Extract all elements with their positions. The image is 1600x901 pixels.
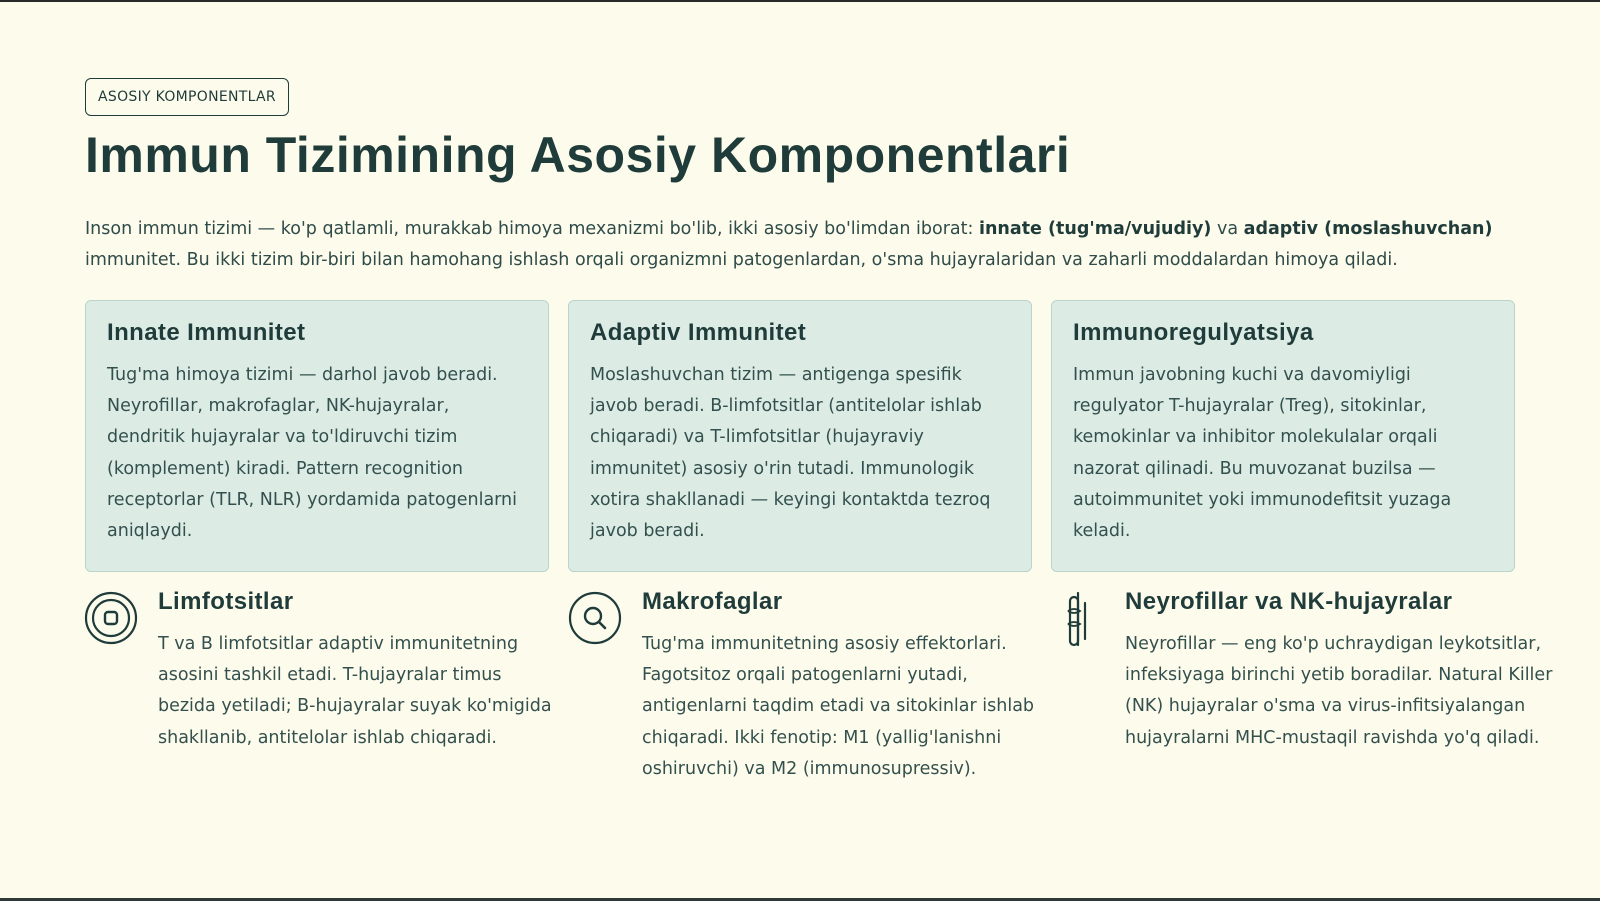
intro-bold-adaptive: adaptiv (moslashuvchan) <box>1243 219 1493 239</box>
top-border <box>0 0 1600 2</box>
card-body: Immun javobning kuchi va davomiyligi regulyator T-hujayralar (Treg), sitokinlar, kemokinlar va inhibitor molekulalar orqali nazorat qilinadi. Bu muvozanat buzilsa — autoimmunitet yoki immunodefitsit yuzaga keladi. <box>1073 365 1452 542</box>
feature-body: Neyrofillar — eng ko'p uchraydigan leykotsitlar, infeksiyaga birinchi yetib boradilar. Natural Killer (NK) hujayralar o'sma va virus-infitsiyalangan hujayralarni MHC-mustaqil ravishda yo'q qiladi. <box>1125 634 1553 748</box>
intro-bold-innate: innate (tug'ma/vujudiy) <box>978 219 1212 239</box>
page-title: Immun Tizimining Asosiy Komponentlari <box>85 127 1071 183</box>
intro-paragraph <box>85 214 1525 276</box>
magnifier-icon <box>568 591 624 647</box>
cell-icon <box>84 591 140 647</box>
intro-text-1: Inson immun tizimi — ko'p qatlamli, murakkab himoya mexanizmi bo'lib, ikki asosiy bo'limdan iborat: <box>85 219 979 239</box>
card-innate <box>85 300 549 572</box>
card-adaptive <box>568 300 1032 572</box>
feature-body: T va B limfotsitlar adaptiv immunitetning asosini tashkil etadi. T-hujayralar timus bezida yetiladi; B-hujayralar suyak ko'migida shakllanib, antitelolar ishlab chiqaradi. <box>158 634 552 748</box>
feature-title: Limfotsitlar <box>158 588 294 615</box>
card-body: Moslashuvchan tizim — antigenga spesifik javob beradi. B-limfotsitlar (antitelolar ishlab chiqaradi) va T-limfotsitlar (hujayraviy immunitet) asosiy o'rin tutadi. Immunologik xotira shakllanadi — keyingi kontaktda tezroq javob beradi. <box>590 365 991 542</box>
feature-body: Tug'ma immunitetning asosiy effektorlari. Fagotsitoz orqali patogenlarni yutadi, antigenlarni taqdim etadi va sitokinlar ishlab chiqaradi. Ikki fenotip: M1 (yallig'lanishni oshiruvchi) va M2 (immunosupressiv). <box>642 634 1035 779</box>
intro-text-2: va <box>1211 219 1244 239</box>
card-immunoregulation <box>1051 300 1515 572</box>
test-tube-icon <box>1051 591 1107 647</box>
feature-title: Neyrofillar va NK-hujayralar <box>1125 588 1453 615</box>
intro-text-3: immunitet. Bu ikki tizim bir-biri bilan hamohang ishlash orqali organizmni patogenlardan, o'sma hujayralaridan va zaharli moddalardan himoya qiladi. <box>85 250 1398 270</box>
card-title: Immunoregulyatsiya <box>1073 319 1314 346</box>
card-title: Innate Immunitet <box>107 319 306 346</box>
feature-title: Makrofaglar <box>642 588 783 615</box>
card-title: Adaptiv Immunitet <box>590 319 807 346</box>
card-body: Tug'ma himoya tizimi — darhol javob beradi. Neyrofillar, makrofaglar, NK-hujayralar, dendritik hujayralar va to'ldiruvchi tizim (komplement) kiradi. Pattern recognition receptorlar (TLR, NLR) yordamida patogenlarni aniqlaydi. <box>107 365 518 542</box>
section-tag: ASOSIY KOMPONENTLAR <box>85 78 289 116</box>
